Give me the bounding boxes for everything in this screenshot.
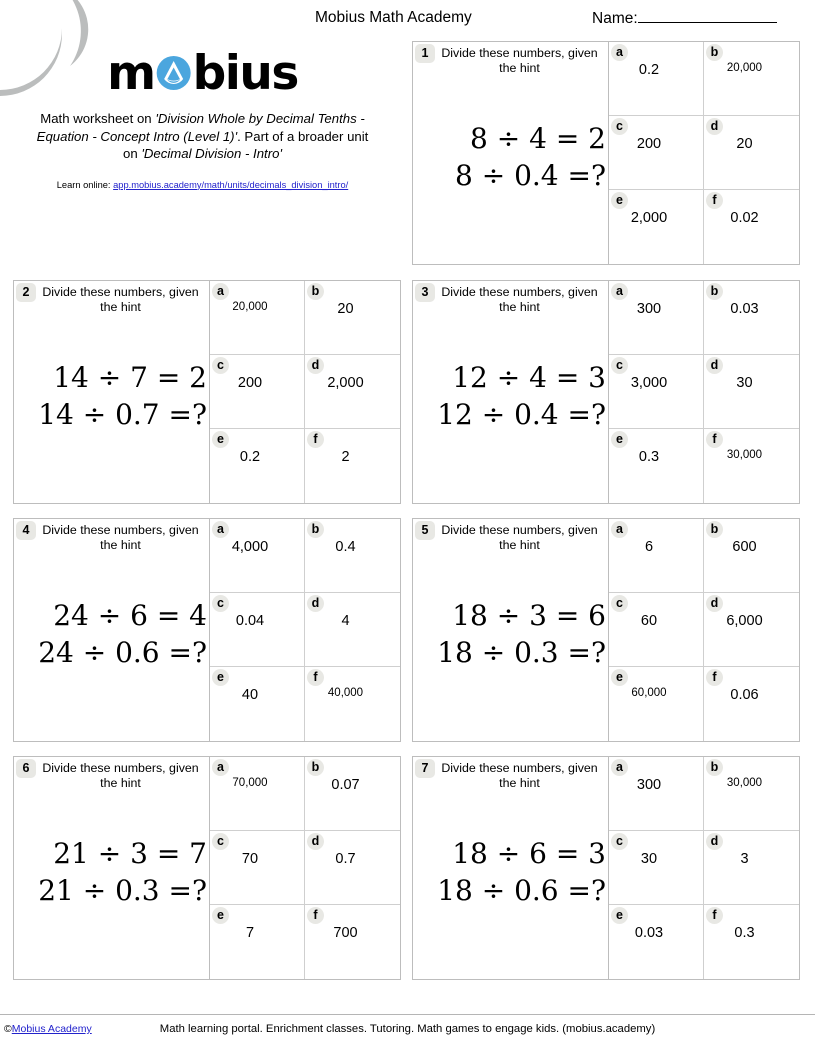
option-value: 200	[636, 136, 662, 152]
name-label: Name:	[592, 10, 638, 27]
option-value: 2,000	[630, 210, 668, 226]
answer-options	[210, 757, 400, 979]
answer-option-c[interactable]	[210, 831, 305, 905]
learn-online-link[interactable]: app.mobius.academy/math/units/decimals_division_intro/	[113, 179, 349, 190]
equation-question: 12 ÷ 0.4 =?	[437, 398, 606, 432]
option-letter-badge: e	[212, 669, 229, 686]
answer-option-c[interactable]	[609, 355, 704, 429]
description-topic: 'Division Whole by Decimal Tenths - Equation - Concept Intro (Level 1)'	[36, 111, 365, 144]
option-value: 2,000	[327, 375, 364, 391]
equation-question: 21 ÷ 0.3 =?	[38, 874, 207, 908]
answer-options	[210, 519, 400, 741]
equation-question: 14 ÷ 0.7 =?	[38, 398, 207, 432]
option-letter-badge: d	[307, 833, 324, 850]
problem-card	[13, 756, 401, 980]
answer-options	[609, 757, 799, 979]
option-letter-badge: c	[212, 595, 229, 612]
option-letter-badge: d	[706, 357, 723, 374]
option-value: 20,000	[726, 62, 763, 74]
answer-option-b[interactable]	[704, 42, 799, 116]
problem-equations	[14, 359, 207, 433]
footer-tagline: Math learning portal. Enrichment classes. Tutoring. Math games to engage kids. (mobius.academy)	[159, 1023, 656, 1035]
option-letter-badge: d	[307, 357, 324, 374]
option-letter-badge: b	[307, 521, 324, 538]
option-value: 0.02	[730, 210, 759, 226]
answer-option-b[interactable]	[305, 281, 400, 355]
footer-divider	[0, 1014, 815, 1015]
answer-option-f[interactable]	[704, 190, 799, 264]
option-value: 6,000	[726, 613, 763, 629]
answer-option-a[interactable]	[210, 757, 305, 831]
option-letter-badge: f	[307, 669, 324, 686]
answer-option-f[interactable]	[704, 667, 799, 741]
option-letter-badge: a	[611, 44, 628, 61]
answer-option-c[interactable]	[609, 593, 704, 667]
equation-hint: 21 ÷ 3 = 7	[53, 837, 207, 870]
option-letter-badge: a	[611, 283, 628, 300]
option-value: 2	[341, 449, 350, 465]
option-letter-badge: f	[706, 431, 723, 448]
option-letter-badge: c	[611, 118, 628, 135]
name-write-line[interactable]	[638, 9, 777, 23]
option-value: 20	[736, 136, 753, 152]
option-value: 3	[740, 851, 749, 867]
problem-statement	[413, 42, 609, 264]
option-value: 0.04	[235, 613, 265, 629]
problem-statement	[413, 757, 609, 979]
answer-option-e[interactable]	[210, 429, 305, 503]
option-value: 30,000	[726, 777, 763, 789]
answer-option-d[interactable]	[305, 355, 400, 429]
option-letter-badge: b	[706, 283, 723, 300]
option-value: 0.3	[734, 925, 755, 941]
option-value: 0.06	[730, 687, 759, 703]
problem-card	[412, 41, 800, 265]
answer-option-a[interactable]	[609, 42, 704, 116]
problem-prompt: Divide these numbers, given the hint	[441, 523, 598, 553]
option-value: 4	[341, 613, 350, 629]
option-letter-badge: c	[611, 833, 628, 850]
answer-option-e[interactable]	[609, 667, 704, 741]
answer-option-b[interactable]	[704, 757, 799, 831]
problem-statement	[14, 281, 210, 503]
answer-option-d[interactable]	[704, 831, 799, 905]
option-value: 0.03	[730, 301, 759, 317]
equation-question: 18 ÷ 0.6 =?	[437, 874, 606, 908]
answer-options	[609, 519, 799, 741]
option-letter-badge: f	[706, 907, 723, 924]
problem-statement	[14, 757, 210, 979]
option-letter-badge: b	[706, 44, 723, 61]
answer-option-c[interactable]	[210, 593, 305, 667]
problem-statement	[413, 519, 609, 741]
option-value: 30	[640, 851, 658, 867]
option-letter-badge: b	[706, 521, 723, 538]
answer-option-a[interactable]	[609, 281, 704, 355]
option-value: 0.03	[634, 925, 664, 941]
option-value: 600	[732, 539, 757, 555]
option-letter-badge: d	[706, 118, 723, 135]
answer-options	[210, 281, 400, 503]
answer-option-e[interactable]	[609, 905, 704, 979]
option-value: 6	[644, 539, 654, 555]
problem-statement	[14, 519, 210, 741]
option-letter-badge: e	[611, 192, 628, 209]
option-letter-badge: a	[212, 759, 229, 776]
answer-option-d[interactable]	[704, 593, 799, 667]
answer-option-d[interactable]	[704, 116, 799, 190]
option-letter-badge: a	[212, 521, 229, 538]
option-value: 700	[333, 925, 358, 941]
option-value: 0.3	[638, 449, 660, 465]
option-letter-badge: e	[212, 907, 229, 924]
answer-option-a[interactable]	[609, 757, 704, 831]
option-letter-badge: e	[611, 669, 628, 686]
logo	[0, 40, 405, 104]
page-footer	[0, 1014, 815, 1036]
problem-equations	[413, 835, 606, 909]
option-letter-badge: e	[611, 907, 628, 924]
answer-option-d[interactable]	[704, 355, 799, 429]
copyright-link[interactable]: Mobius Academy	[11, 1023, 92, 1035]
problem-card	[412, 756, 800, 980]
problem-number-badge: 4	[16, 521, 36, 540]
page-title: Mobius Math Academy	[315, 9, 472, 26]
option-value: 7	[245, 925, 255, 941]
option-letter-badge: f	[706, 192, 723, 209]
problem-prompt: Divide these numbers, given the hint	[42, 523, 199, 553]
option-value: 0.2	[638, 62, 660, 78]
page-header	[0, 0, 815, 34]
answer-options	[609, 42, 799, 264]
problem-card	[13, 280, 401, 504]
problem-equations	[413, 597, 606, 671]
answer-option-c[interactable]	[210, 355, 305, 429]
option-letter-badge: b	[307, 759, 324, 776]
equation-hint: 18 ÷ 3 = 6	[452, 599, 606, 632]
problem-number-badge: 1	[415, 44, 435, 63]
option-letter-badge: e	[212, 431, 229, 448]
option-letter-badge: e	[611, 431, 628, 448]
problem-prompt: Divide these numbers, given the hint	[441, 46, 598, 76]
learn-online-line	[0, 180, 405, 190]
answer-option-b[interactable]	[704, 519, 799, 593]
option-value: 0.2	[239, 449, 261, 465]
problem-prompt: Divide these numbers, given the hint	[441, 761, 598, 791]
option-value: 40	[241, 687, 259, 703]
option-value: 200	[237, 375, 263, 391]
problem-prompt: Divide these numbers, given the hint	[42, 761, 199, 791]
answer-option-f[interactable]	[305, 667, 400, 741]
answer-option-b[interactable]	[305, 757, 400, 831]
option-letter-badge: c	[212, 833, 229, 850]
equation-hint: 8 ÷ 4 = 2	[470, 122, 606, 155]
option-letter-badge: b	[706, 759, 723, 776]
answer-option-f[interactable]	[704, 429, 799, 503]
problem-number-badge: 6	[16, 759, 36, 778]
option-value: 20,000	[232, 301, 268, 313]
name-field[interactable]	[592, 9, 777, 28]
option-value: 70	[241, 851, 259, 867]
problem-equations	[413, 120, 606, 194]
option-value: 300	[636, 301, 662, 317]
option-value: 4,000	[231, 539, 269, 555]
option-letter-badge: a	[212, 283, 229, 300]
option-value: 30,000	[726, 449, 763, 461]
problem-number-badge: 3	[415, 283, 435, 302]
worksheet-description	[0, 110, 405, 163]
option-letter-badge: b	[307, 283, 324, 300]
learn-online-label: Learn online:	[56, 179, 111, 190]
option-letter-badge: c	[611, 357, 628, 374]
option-letter-badge: a	[611, 759, 628, 776]
problem-statement	[413, 281, 609, 503]
problem-card	[412, 518, 800, 742]
problem-number-badge: 2	[16, 283, 36, 302]
option-letter-badge: d	[706, 833, 723, 850]
option-letter-badge: f	[307, 431, 324, 448]
answer-option-f[interactable]	[704, 905, 799, 979]
answer-options	[609, 281, 799, 503]
option-value: 0.07	[331, 777, 360, 793]
option-value: 60	[640, 613, 658, 629]
problem-prompt: Divide these numbers, given the hint	[441, 285, 598, 315]
problem-equations	[14, 835, 207, 909]
answer-option-f[interactable]	[305, 905, 400, 979]
option-value: 30	[736, 375, 753, 391]
option-value: 300	[636, 777, 662, 793]
answer-option-e[interactable]	[210, 905, 305, 979]
equation-hint: 12 ÷ 4 = 3	[452, 361, 606, 394]
problem-equations	[413, 359, 606, 433]
equation-hint: 18 ÷ 6 = 3	[452, 837, 606, 870]
equation-hint: 14 ÷ 7 = 2	[53, 361, 207, 394]
option-value: 3,000	[630, 375, 668, 391]
equation-question: 24 ÷ 0.6 =?	[38, 636, 207, 670]
description-middle: . Part of a broader unit on	[123, 128, 369, 162]
problem-prompt: Divide these numbers, given the hint	[42, 285, 199, 315]
answer-option-e[interactable]	[609, 429, 704, 503]
copyright-symbol: ©	[4, 1023, 12, 1035]
answer-option-a[interactable]	[609, 519, 704, 593]
option-letter-badge: c	[611, 595, 628, 612]
equation-hint: 24 ÷ 6 = 4	[53, 599, 207, 632]
answer-option-c[interactable]	[609, 831, 704, 905]
option-letter-badge: d	[706, 595, 723, 612]
option-letter-badge: a	[611, 521, 628, 538]
answer-option-b[interactable]	[305, 519, 400, 593]
option-value: 70,000	[232, 777, 268, 789]
droplet-circle-icon	[156, 55, 192, 91]
answer-option-e[interactable]	[210, 667, 305, 741]
option-letter-badge: d	[307, 595, 324, 612]
option-letter-badge: c	[212, 357, 229, 374]
logo-text-bius: bius	[192, 45, 298, 101]
option-value: 0.7	[335, 851, 356, 867]
intro-column	[0, 40, 405, 190]
problem-number-badge: 7	[415, 759, 435, 778]
problem-card	[13, 518, 401, 742]
answer-option-a[interactable]	[210, 281, 305, 355]
answer-option-b[interactable]	[704, 281, 799, 355]
answer-option-c[interactable]	[609, 116, 704, 190]
logo-text-m: m	[107, 45, 155, 101]
option-value: 20	[337, 301, 354, 317]
equation-question: 18 ÷ 0.3 =?	[437, 636, 606, 670]
option-value: 60,000	[631, 687, 667, 699]
equation-question: 8 ÷ 0.4 =?	[455, 159, 606, 193]
problem-card	[412, 280, 800, 504]
answer-option-e[interactable]	[609, 190, 704, 264]
option-letter-badge: f	[706, 669, 723, 686]
option-value: 0.4	[335, 539, 356, 555]
answer-option-f[interactable]	[305, 429, 400, 503]
description-unit: 'Decimal Division - Intro'	[141, 146, 282, 162]
problem-number-badge: 5	[415, 521, 435, 540]
problem-equations	[14, 597, 207, 671]
option-letter-badge: f	[307, 907, 324, 924]
option-value: 40,000	[327, 687, 364, 699]
answer-option-d[interactable]	[305, 593, 400, 667]
answer-option-a[interactable]	[210, 519, 305, 593]
description-prefix: Math worksheet on	[40, 111, 156, 126]
answer-option-d[interactable]	[305, 831, 400, 905]
